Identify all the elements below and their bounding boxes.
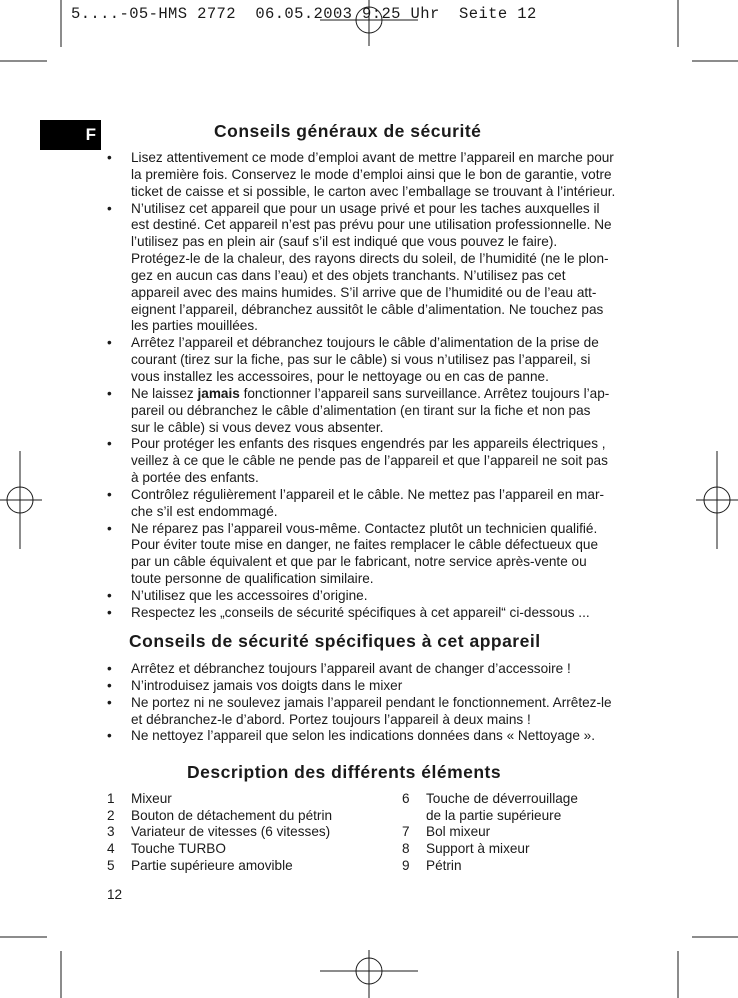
bullet-line: veillez à ce que le câble ne pende pas de l’appareil et que l’appareil ne soit pas (131, 453, 608, 469)
registration-mark-bottom (320, 950, 418, 998)
bullet-line: courant (tirez sur la fiche, pas sur le câble) si vous n’utilisez pas l’appareil, si (131, 352, 591, 368)
bullet-line: • Lisez attentivement ce mode d’emploi avant de mettre l’appareil en marche pour (131, 150, 614, 165)
bullet-line: appareil avec des mains humides. S’il arrive que de l’humidité ou de l’eau att- (131, 284, 597, 300)
bullet-line: les parties mouillées. (131, 318, 258, 334)
bullet-item (107, 487, 635, 521)
part-label: Partie supérieure amovible (131, 857, 293, 873)
part-item (402, 841, 642, 858)
bullet-line: Pour éviter toute mise en danger, ne faites remplacer le câble défectueux que (131, 537, 598, 553)
print-slug: 5....-05-HMS 2772 06.05.2003 9:25 Uhr Seite 12 (71, 5, 537, 23)
registration-mark-top (320, 0, 418, 46)
part-item (107, 824, 387, 841)
bullet-item (107, 150, 635, 201)
part-item (402, 808, 642, 825)
specific-safety-list (107, 661, 635, 745)
bullet-item (107, 678, 635, 695)
bullet-line: la première fois. Conservez le mode d’emploi ainsi que le bon de garantie, votre (131, 166, 612, 182)
part-number: 9 (402, 857, 410, 873)
part-label: Variateur de vitesses (6 vitesses) (131, 824, 331, 840)
bullet-line: toute personne de qualification similaire. (131, 571, 374, 587)
bullet-line: eignent l’appareil, débranchez aussitôt le câble d’alimentation. Ne touchez pas (131, 301, 604, 317)
bullet-line: à portée des enfants. (131, 470, 259, 486)
part-label: Touche de déverrouillage (426, 791, 578, 806)
bullet-line: par un câble équivalent et que par le fabricant, notre service après-vente ou (131, 554, 587, 570)
bullet-line: • Pour protéger les enfants des risques engendrés par les appareils électriques , (131, 436, 606, 452)
section-title-specific-safety: Conseils de sécurité spécifiques à cet appareil (129, 631, 541, 651)
section-title-parts-description: Description des différents éléments (187, 762, 502, 782)
bullet-item (107, 695, 635, 729)
emphasis-text: jamais (197, 385, 240, 401)
part-item (107, 808, 387, 825)
parts-list-right (402, 791, 642, 875)
bullet-text: Ne laissez (131, 385, 198, 401)
bullet-line: • N’utilisez que les accessoires d’origine. (131, 587, 368, 603)
part-number: 1 (107, 791, 115, 806)
bullet-item (107, 661, 635, 678)
bullet-line: • Arrêtez et débranchez toujours l’appareil avant de changer d’accessoire ! (131, 661, 571, 676)
part-label: Support à mixeur (426, 841, 530, 857)
bullet-line: • Contrôlez régulièrement l’appareil et le câble. Ne mettez pas l’appareil en mar- (131, 486, 604, 502)
crop-mark-top-left (0, 0, 61, 61)
part-item (107, 858, 387, 875)
bullet-line: vous installez les accessoires, pour le nettoyage ou en cas de panne. (131, 368, 549, 384)
part-number: 4 (107, 841, 115, 857)
bullet-line: • Ne nettoyez l’appareil que selon les indications données dans « Nettoyage ». (131, 728, 596, 744)
bullet-line: sur le câble) si vous devez vous absenter. (131, 419, 384, 435)
bullet-item (107, 521, 635, 588)
registration-mark-right (696, 451, 738, 549)
part-item (107, 841, 387, 858)
bullet-line: gez en aucun cas dans l’eau) et des objets tranchants. N’utilisez pas cet (131, 267, 566, 283)
registration-mark-left (0, 451, 42, 549)
bullet-line: ticket de caisse et si possible, le carton avec l’emballage se trouvant à l’intérieur. (131, 183, 616, 199)
bullet-line: est destiné. Cet appareil n’est pas prévu pour une utilisation professionnelle. Ne (131, 217, 612, 233)
bullet-line: • Arrêtez l’appareil et débranchez toujours le câble d’alimentation de la prise de (131, 335, 599, 351)
bullet-item (107, 605, 635, 622)
part-label: de la partie supérieure (426, 807, 562, 823)
part-number: 3 (107, 824, 115, 840)
part-number (402, 808, 426, 825)
part-number: 5 (107, 857, 115, 873)
part-item (402, 791, 642, 808)
part-label: Bol mixeur (426, 824, 491, 840)
part-label: Mixeur (131, 791, 172, 806)
bullet-line: et débranchez-le d’abord. Portez toujours l’appareil à deux mains ! (131, 711, 531, 727)
crop-mark-bottom-left (0, 937, 61, 998)
bullet-item (107, 201, 635, 336)
part-item (402, 824, 642, 841)
bullet-item (107, 436, 635, 487)
crop-mark-top-right (678, 0, 738, 61)
section-title-general-safety: Conseils généraux de sécurité (214, 121, 482, 141)
bullet-line: • Respectez les „conseils de sécurité spécifiques à cet appareil“ ci-dessous ... (131, 604, 590, 620)
general-safety-list (107, 150, 635, 622)
bullet-line: Protégez-le de la chaleur, des rayons directs du soleil, de l’humidité (ne le plon- (131, 251, 609, 267)
bullet-item (107, 728, 635, 745)
part-item (402, 858, 642, 875)
bullet-line: • Ne réparez pas l’appareil vous-même. Contactez plutôt un technicien qualifié. (131, 520, 598, 536)
bullet-line (131, 386, 635, 403)
bullet-text: fonctionner l’appareil sans surveillance. Arrêtez toujours l’ap- (239, 385, 610, 401)
page-number: 12 (107, 887, 123, 902)
part-number: 2 (107, 807, 115, 823)
language-tab: F (40, 120, 101, 150)
bullet-item (107, 335, 635, 386)
part-label: Pétrin (426, 857, 462, 873)
bullet-line: l’utilisez pas en plein air (sauf s’il est indiqué que vous pouvez le faire). (131, 234, 558, 250)
part-number: 6 (402, 791, 410, 806)
bullet-item (107, 588, 635, 605)
part-number: 7 (402, 824, 410, 840)
crop-mark-bottom-right (678, 937, 738, 998)
parts-list-left (107, 791, 387, 875)
part-item (107, 791, 387, 808)
bullet-line: pareil ou débranchez le câble d’alimentation (en tirant sur la fiche et non pas (131, 402, 591, 418)
bullet-line: • N’introduisez jamais vos doigts dans le mixer (131, 677, 403, 693)
part-label: Touche TURBO (131, 841, 226, 857)
bullet-line: che s’il est endommagé. (131, 503, 278, 519)
part-label: Bouton de détachement du pétrin (131, 807, 333, 823)
bullet-item (107, 386, 635, 437)
bullet-line: • N’utilisez cet appareil que pour un usage privé et pour les taches auxquelles il (131, 200, 600, 216)
part-number: 8 (402, 841, 410, 857)
bullet-line: • Ne portez ni ne soulevez jamais l’appareil pendant le fonctionnement. Arrêtez-le (131, 694, 612, 710)
